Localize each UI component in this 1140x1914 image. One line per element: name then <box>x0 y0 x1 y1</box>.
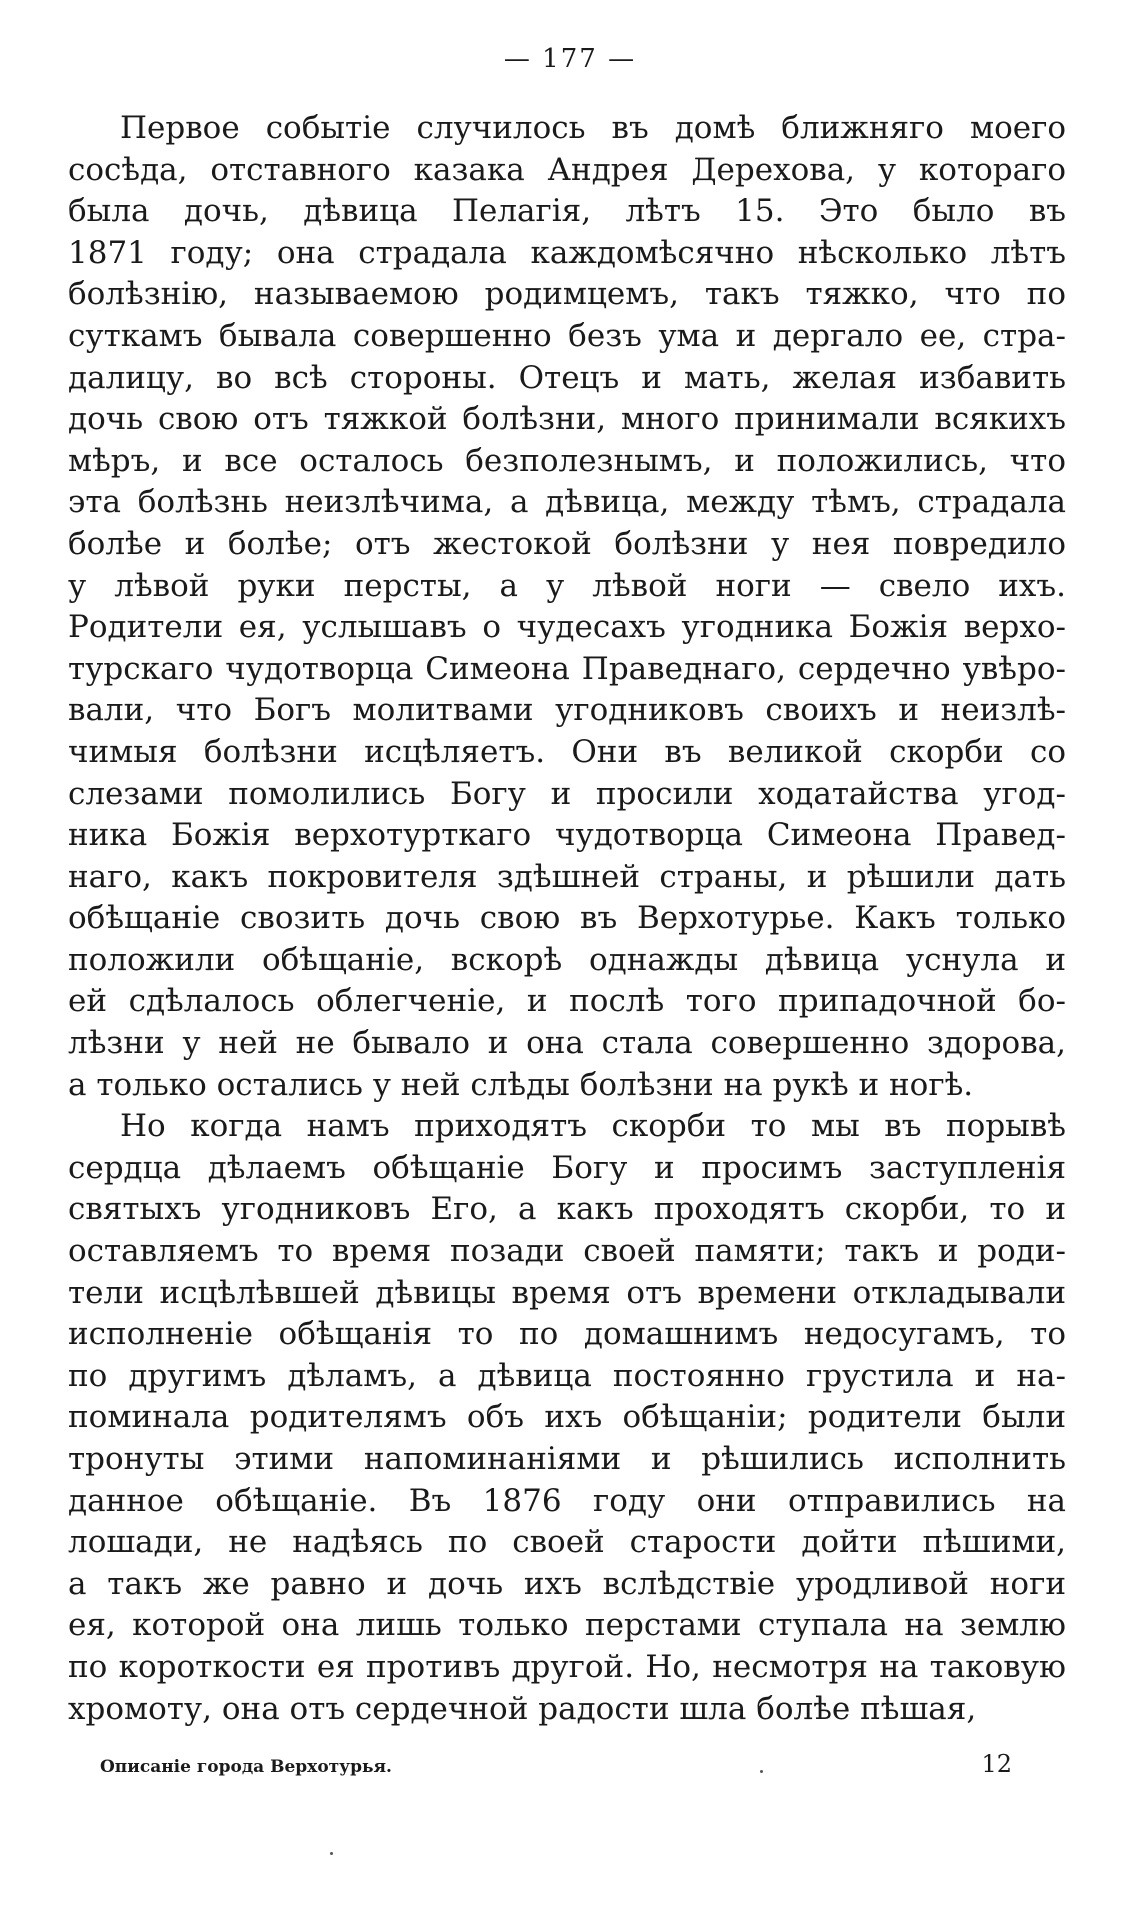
text-line: святыхъ угодниковъ Его, а какъ проходятъ скорби, то и <box>68 1191 1066 1228</box>
text-line: у лѣвой руки персты, а у лѣвой ноги — свело ихъ. <box>68 567 1066 604</box>
text-line: болѣе и болѣе; отъ жестокой болѣзни у нея повредило <box>68 525 1066 562</box>
text-line: а только остались у ней слѣды болѣзни на рукѣ и ногѣ. <box>68 1066 974 1103</box>
text-line: по другимъ дѣламъ, а дѣвица постоянно грустила и на- <box>68 1357 1066 1394</box>
paragraph-2 <box>68 1106 1066 1730</box>
text-line: чимыя болѣзни исцѣляетъ. Они въ великой скорби со <box>68 733 1066 770</box>
text-line: Но когда намъ приходятъ скорби то мы въ порывѣ <box>120 1108 1066 1145</box>
text-line: Первое событіе случилось въ домѣ ближняго моего <box>120 110 1066 146</box>
text-line: данное обѣщаніе. Въ 1876 году они отправились на <box>68 1482 1066 1519</box>
text-line: хромоту, она отъ сердечной радости шла болѣе пѣшая, <box>68 1690 977 1727</box>
text-line: дочь свою отъ тяжкой болѣзни, много принимали всякихъ <box>68 401 1066 438</box>
text-line: ника Божія верхотурткаго чудотворца Симеона Правед- <box>68 817 1066 854</box>
body-text <box>68 108 1066 1730</box>
print-speck <box>330 1852 333 1855</box>
text-line: Родители ея, услышавъ о чудесахъ угодника Божія верхо- <box>68 609 1066 646</box>
text-line: а такъ же равно и дочь ихъ вслѣдствіе уродливой ноги <box>68 1565 1066 1602</box>
text-line: сосѣда, отставного казака Андрея Дерехова, у котораго <box>68 151 1066 188</box>
paragraph-1 <box>68 108 1066 1106</box>
text-line: 1871 году; она страдала каждомѣсячно нѣсколько лѣтъ <box>68 234 1066 271</box>
text-line: суткамъ бывала совершенно безъ ума и дергало ее, стра- <box>68 317 1066 354</box>
text-line: далицу, во всѣ стороны. Отецъ и мать, желая избавить <box>68 359 1066 396</box>
text-line: ей сдѣлалось облегченіе, и послѣ того припадочной бо- <box>68 983 1066 1020</box>
print-speck <box>760 1770 763 1773</box>
footer-book-title: Описаніе города Верхотурья. <box>100 1757 392 1777</box>
text-line: сердца дѣлаемъ обѣщаніе Богу и просимъ заступленія <box>68 1149 1066 1186</box>
text-line: турскаго чудотворца Симеона Праведнаго, сердечно увѣро- <box>68 650 1066 687</box>
text-line: тели исцѣлѣвшей дѣвицы время отъ времени откладывали <box>68 1274 1066 1311</box>
page-footer <box>100 1750 1012 1778</box>
text-line: оставляемъ то время позади своей памяти; такъ и роди- <box>68 1233 1066 1270</box>
text-line: была дочь, дѣвица Пелагія, лѣтъ 15. Это было въ <box>68 193 1066 230</box>
text-line: лошади, не надѣясь по своей старости дойти пѣшими, <box>68 1524 1066 1561</box>
text-line: положили обѣщаніе, вскорѣ однажды дѣвица уснула и <box>68 941 1066 978</box>
text-line: поминала родителямъ объ ихъ обѣщаніи; родители были <box>68 1399 1066 1436</box>
text-line: болѣзнію, называемою родимцемъ, такъ тяжко, что по <box>68 276 1066 313</box>
page-number: — 177 — <box>503 44 637 74</box>
text-line: слезами помолились Богу и просили ходатайства угод- <box>68 775 1066 812</box>
text-line: вали, что Богъ молитвами угодниковъ своихъ и неизлѣ- <box>68 692 1066 729</box>
text-line: эта болѣзнь неизлѣчима, а дѣвица, между тѣмъ, страдала <box>68 484 1066 521</box>
text-line: мѣръ, и все осталось безполезнымъ, и положились, что <box>68 442 1066 479</box>
text-line: обѣщаніе свозить дочь свою въ Верхотурье. Какъ только <box>68 900 1066 937</box>
text-line: тронуты этими напоминаніями и рѣшились исполнить <box>68 1441 1066 1477</box>
text-line: ея, которой она лишь только перстами ступала на землю <box>68 1607 1066 1644</box>
text-line: наго, какъ покровителя здѣшней страны, и рѣшили дать <box>68 858 1066 895</box>
footer-signature-mark: 12 <box>981 1750 1012 1778</box>
text-line: исполненіе обѣщанія то по домашнимъ недосугамъ, то <box>68 1316 1066 1353</box>
text-line: лѣзни у ней не бывало и она стала совершенно здорова, <box>68 1025 1066 1062</box>
text-line: по короткости ея противъ другой. Но, несмотря на таковую <box>68 1648 1066 1685</box>
